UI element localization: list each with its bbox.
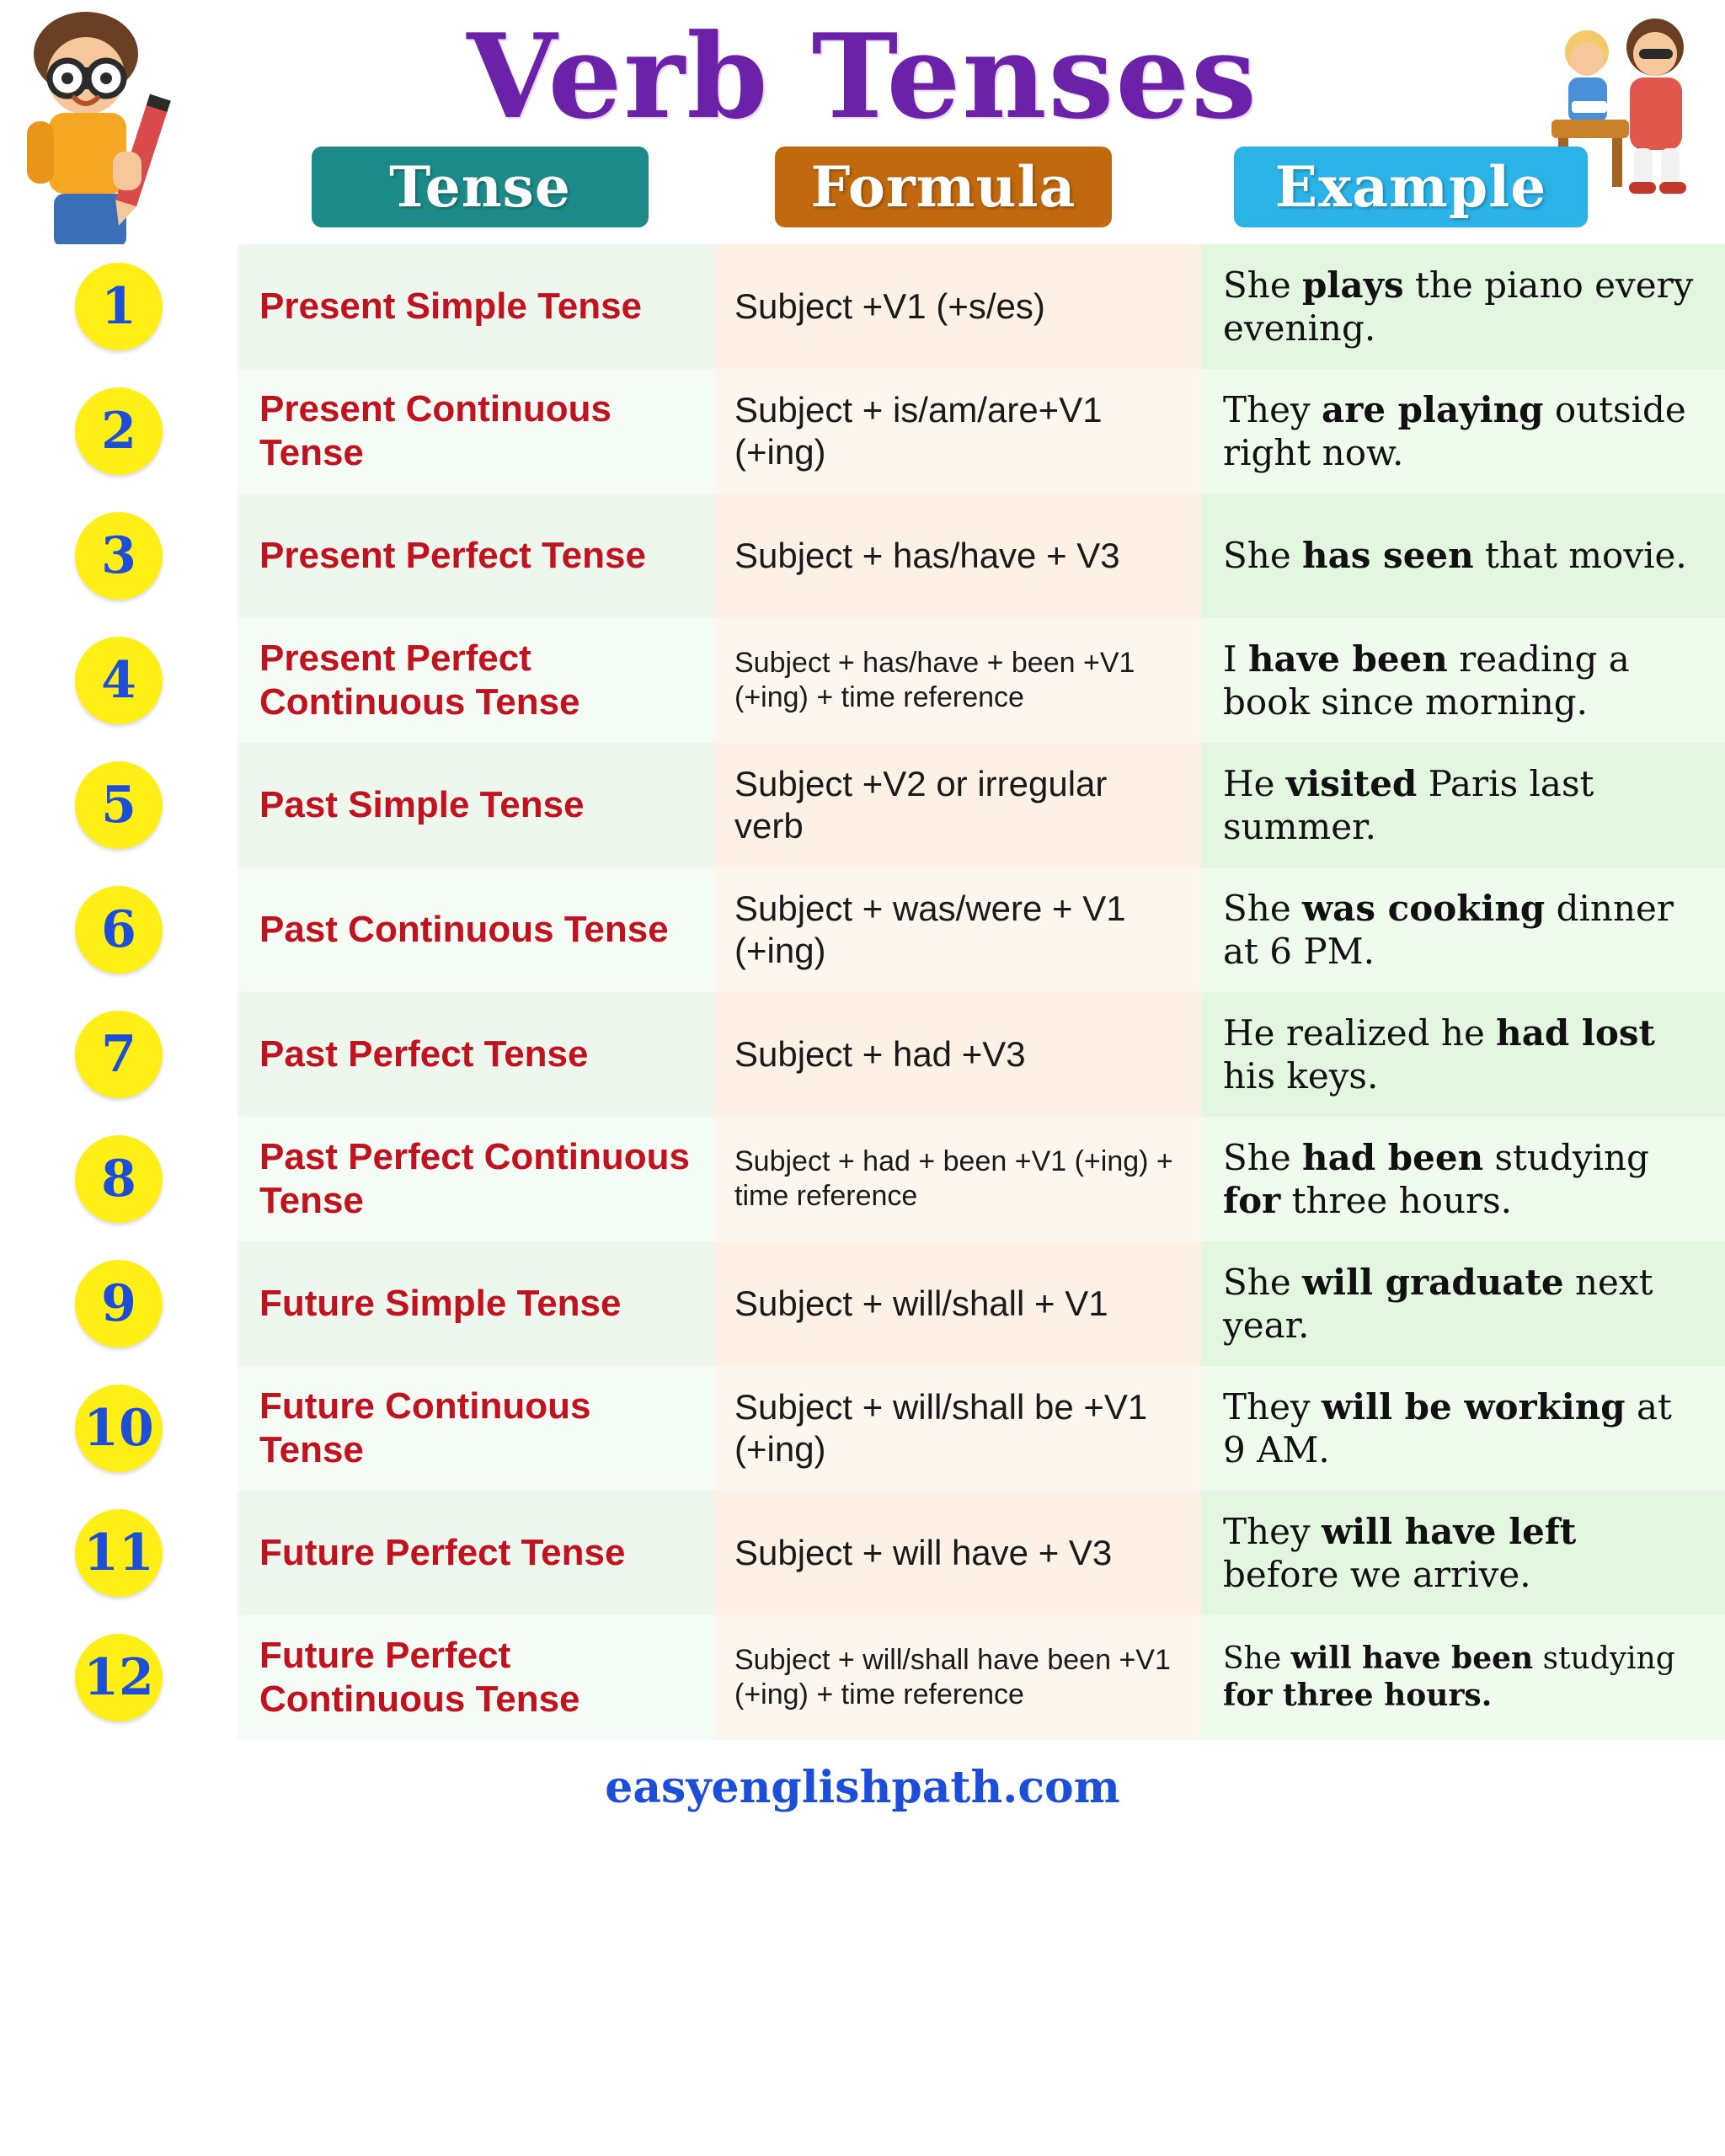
row-number-cell: [0, 743, 238, 867]
table-row: [0, 244, 1725, 369]
row-number-cell: [0, 1366, 238, 1491]
row-number-cell: [0, 1241, 238, 1366]
row-number-badge: 5: [75, 761, 163, 849]
formula-cell: Subject + will/shall be +V1 (+ing): [714, 1366, 1201, 1491]
tense-name-cell: Future Continuous Tense: [238, 1366, 714, 1491]
row-number-badge: 10: [75, 1385, 163, 1472]
formula-cell: Subject + will/shall + V1: [714, 1241, 1201, 1366]
formula-cell: Subject + had +V3: [714, 992, 1201, 1117]
row-number-cell: [0, 992, 238, 1117]
example-cell: She plays the piano every evening.: [1201, 244, 1725, 369]
row-number-badge: 1: [75, 263, 163, 350]
example-cell: They will have left before we arrive.: [1201, 1491, 1725, 1615]
table-row: [0, 618, 1725, 743]
column-header-tense: Tense: [312, 147, 649, 227]
page-title: Verb Tenses: [467, 8, 1258, 145]
table-row: [0, 1241, 1725, 1366]
row-number-cell: [0, 244, 238, 369]
tense-name-cell: Present Continuous Tense: [238, 369, 714, 494]
tense-name-cell: Future Simple Tense: [238, 1241, 714, 1366]
row-number-badge: 6: [75, 886, 163, 974]
table-row: [0, 867, 1725, 992]
table-row: [0, 1615, 1725, 1740]
row-number-badge: 4: [75, 637, 163, 724]
row-number-badge: 7: [75, 1011, 163, 1098]
example-cell: She was cooking dinner at 6 PM.: [1201, 867, 1725, 992]
example-cell: She will graduate next year.: [1201, 1241, 1725, 1366]
tense-name-cell: Past Continuous Tense: [238, 867, 714, 992]
site-credit: easyenglishpath.com: [605, 1762, 1120, 1813]
table-row: [0, 743, 1725, 867]
row-number-cell: [0, 494, 238, 618]
row-number-badge: 9: [75, 1260, 163, 1348]
example-cell: She had been studying for three hours.: [1201, 1117, 1725, 1241]
table-row: [0, 1491, 1725, 1615]
tense-table: [0, 244, 1725, 1740]
row-number-cell: [0, 1615, 238, 1740]
row-number-cell: [0, 1491, 238, 1615]
table-row: [0, 1366, 1725, 1491]
example-cell: He visited Paris last summer.: [1201, 743, 1725, 867]
tense-name-cell: Present Perfect Continuous Tense: [238, 618, 714, 743]
row-number-cell: [0, 1117, 238, 1241]
row-number-badge: 11: [75, 1509, 163, 1597]
tense-name-cell: Future Perfect Continuous Tense: [238, 1615, 714, 1740]
example-cell: I have been reading a book since morning.: [1201, 618, 1725, 743]
column-header-formula: Formula: [775, 147, 1112, 227]
formula-cell: Subject +V2 or irregular verb: [714, 743, 1201, 867]
row-number-cell: [0, 618, 238, 743]
column-header-example: Example: [1234, 147, 1588, 227]
formula-cell: Subject + has/have + been +V1 (+ing) + time reference: [714, 618, 1201, 743]
row-number-badge: 8: [75, 1135, 163, 1223]
tense-name-cell: Past Perfect Continuous Tense: [238, 1117, 714, 1241]
formula-cell: Subject + will have + V3: [714, 1491, 1201, 1615]
table-row: [0, 369, 1725, 494]
tense-name-cell: Present Perfect Tense: [238, 494, 714, 618]
example-cell: They are playing outside right now.: [1201, 369, 1725, 494]
formula-cell: Subject + will/shall have been +V1 (+ing) + time reference: [714, 1615, 1201, 1740]
tense-name-cell: Past Perfect Tense: [238, 992, 714, 1117]
formula-cell: Subject + was/were + V1 (+ing): [714, 867, 1201, 992]
row-number-badge: 2: [75, 387, 163, 475]
tense-name-cell: Present Simple Tense: [238, 244, 714, 369]
tense-name-cell: Past Simple Tense: [238, 743, 714, 867]
example-cell: He realized he had lost his keys.: [1201, 992, 1725, 1117]
tense-name-cell: Future Perfect Tense: [238, 1491, 714, 1615]
formula-cell: Subject + is/am/are+V1 (+ing): [714, 369, 1201, 494]
example-cell: They will be working at 9 AM.: [1201, 1366, 1725, 1491]
formula-cell: Subject + had + been +V1 (+ing) + time reference: [714, 1117, 1201, 1241]
formula-cell: Subject + has/have + V3: [714, 494, 1201, 618]
example-cell: She will have been studying for three hours.: [1201, 1615, 1725, 1740]
row-number-cell: [0, 369, 238, 494]
formula-cell: Subject +V1 (+s/es): [714, 244, 1201, 369]
row-number-cell: [0, 867, 238, 992]
table-row: [0, 494, 1725, 618]
column-headers: [0, 147, 1725, 239]
row-number-badge: 12: [75, 1634, 163, 1721]
example-cell: She has seen that movie.: [1201, 494, 1725, 618]
table-row: [0, 1117, 1725, 1241]
table-row: [0, 992, 1725, 1117]
row-number-badge: 3: [75, 512, 163, 600]
